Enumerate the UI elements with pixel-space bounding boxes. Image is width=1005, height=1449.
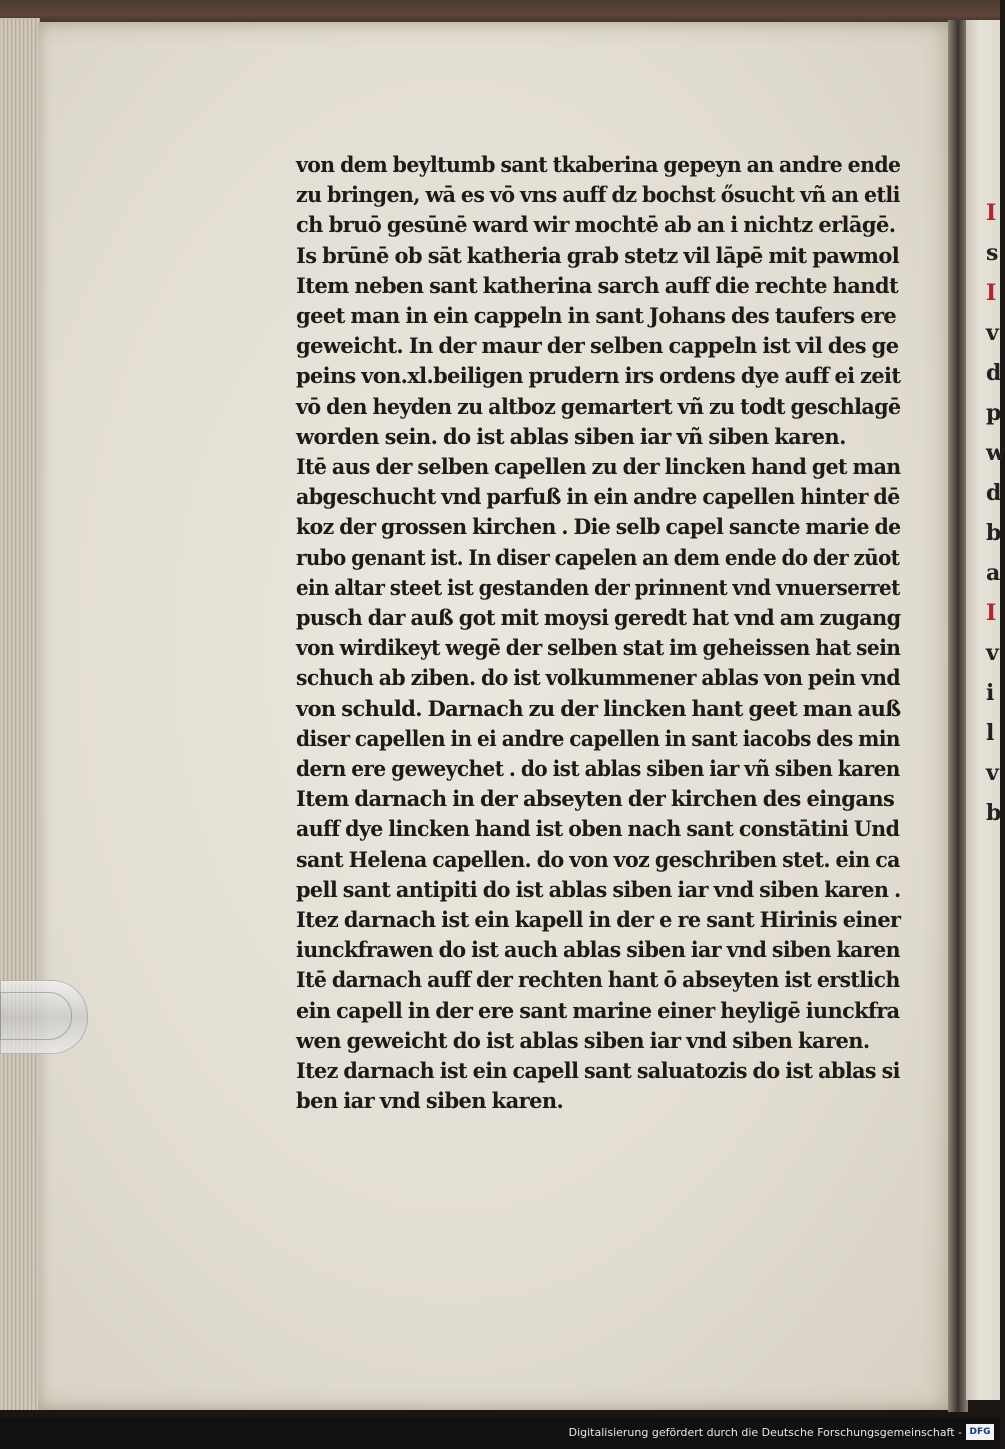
text-line: auff dye lincken hand ist oben nach sant constātini Und: [296, 816, 900, 842]
printed-text-block: [296, 150, 900, 1117]
facing-page-glyph: I: [986, 280, 997, 306]
text-line: schuch ab ziben. do ist volkummener ablas von pein vnd: [296, 665, 901, 691]
facing-page-glyph: I: [986, 600, 997, 626]
text-line: ein capell in der ere sant marine einer heyligē iunckfra: [296, 997, 900, 1023]
text-line: pusch dar auß got mit moysi geredt hat vnd am zugang: [296, 605, 901, 631]
facing-page-glyph: l: [986, 720, 995, 746]
facing-page-glyph: d: [986, 360, 1002, 386]
text-line: Is brūnē ob sāt katheria grab stetz vil lāpē mit pawmol: [296, 242, 900, 268]
text-line: Item neben sant katherina sarch auff die rechte handt: [296, 272, 899, 298]
text-line: Item darnach in der abseyten der kirchen des eingans: [296, 786, 895, 812]
text-line: diser capellen in ei andre capellen in sant iacobs des min: [296, 725, 900, 751]
facing-page-glyph: d: [986, 480, 1002, 506]
text-line: wen geweicht do ist ablas siben iar vnd siben karen.: [296, 1027, 870, 1053]
dfg-logo-icon: DFG: [966, 1424, 994, 1440]
book-gutter: [948, 20, 968, 1412]
facing-page-glyph: b: [986, 800, 1002, 826]
facing-page-glyph: v: [986, 640, 999, 666]
text-line: sant Helena capellen. do von voz geschriben stet. ein ca: [296, 846, 900, 872]
facing-page-glyph: v: [986, 320, 999, 346]
text-line: Itez darnach ist ein kapell in der e re sant Hirinis einer: [296, 907, 901, 933]
text-line: dern ere geweychet . do ist ablas siben iar vñ siben karen: [296, 756, 900, 782]
text-line: Itē aus der selben capellen zu der lincken hand get man: [296, 454, 901, 480]
facing-page-glyph: s: [986, 240, 999, 266]
facing-page-glyph: i: [986, 680, 995, 706]
text-line: worden sein. do ist ablas siben iar vñ siben karen.: [296, 423, 846, 449]
page-clip-inner: [0, 992, 72, 1040]
text-line: ch bruō gesūnē ward wir mochtē ab an i nichtz erlāgē.: [296, 212, 896, 238]
facing-page-edge: [966, 20, 1005, 1400]
text-line: geet man in ein cappeln in sant Johans des taufers ere: [296, 303, 897, 329]
text-line: zu bringen, wā es vō vns auff dz bochst ősucht vñ an etli: [296, 182, 900, 208]
facing-page-glyph: v: [986, 760, 999, 786]
text-line: Itez darnach ist ein capell sant saluatozis do ist ablas si: [296, 1058, 900, 1084]
text-line: abgeschucht vnd parfuß in ein andre capellen hinter dē: [296, 484, 900, 510]
page-stack-edge: [0, 18, 40, 1410]
facing-page-glyph: w: [986, 440, 1005, 466]
facing-page-glyph: p: [986, 400, 1002, 426]
text-line: rubo genant ist. In diser capelen an dem ende do der zūot: [296, 544, 900, 570]
text-line: peins von.xl.beiligen prudern irs ordens dye auff ei zeit: [296, 363, 901, 389]
text-line: geweicht. In der maur der selben cappeln ist vil des ge: [296, 333, 899, 359]
facing-page-glyph: I: [986, 200, 997, 226]
facing-page-glyph: a: [986, 560, 1001, 586]
text-line: von dem beyltumb sant tkaberina gepeyn an andre ende: [296, 152, 901, 177]
funding-credit: Digitalisierung gefördert durch die Deutsche Forschungsgemeinschaft -: [568, 1426, 962, 1439]
text-line: pell sant antipiti do ist ablas siben iar vnd siben karen .: [296, 876, 901, 902]
text-line: iunckfrawen do ist auch ablas siben iar vnd siben karen: [296, 937, 901, 963]
text-line: ben iar vnd siben karen.: [296, 1088, 564, 1114]
text-line: von wirdikeyt wegē der selben stat im geheissen hat sein: [296, 635, 901, 661]
facing-page-glyph: b: [986, 520, 1002, 546]
text-line: Itē darnach auff der rechten hant ō abseyten ist erstlich: [296, 967, 900, 993]
text-line: koz der grossen kirchen . Die selb capel sancte marie de: [296, 514, 901, 540]
text-line: ein altar steet ist gestanden der prinnent vnd vnuerserret: [296, 574, 900, 600]
text-line: vō den heyden zu altboz gemartert vñ zu todt geschlagē: [296, 393, 901, 419]
text-line: von schuld. Darnach zu der lincken hant geet man auß: [296, 695, 901, 721]
